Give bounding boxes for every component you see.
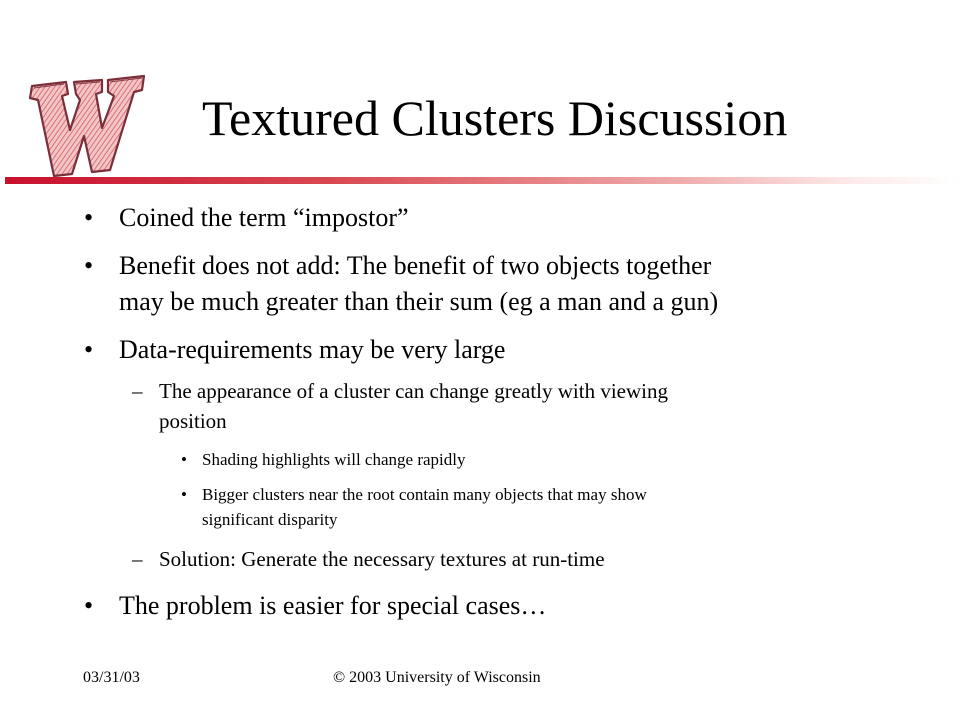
bullet-marker: •: [181, 450, 187, 469]
dash-marker: –: [132, 379, 143, 403]
bullet-marker: •: [181, 485, 187, 504]
dash-marker: –: [132, 547, 143, 571]
sub-solution: Solution: Generate the necessary textures at run-time: [159, 547, 605, 571]
slide-title: Textured Clusters Discussion: [202, 90, 788, 146]
title-divider: [5, 177, 960, 184]
bullet-marker: •: [84, 335, 94, 364]
footer-copyright: © 2003 University of Wisconsin: [333, 669, 541, 686]
sub-appearance-line-1: The appearance of a cluster can change greatly with viewing: [159, 379, 669, 403]
subsub-bigger-clusters-line-1: Bigger clusters near the root contain many objects that may show: [202, 485, 647, 504]
bullet-benefit-line-2: may be much greater than their sum (eg a man and a gun): [119, 287, 719, 316]
bullet-marker: •: [84, 591, 94, 620]
bullet-data-requirements: Data-requirements may be very large: [119, 335, 506, 364]
subsub-shading-highlights: Shading highlights will change rapidly: [202, 450, 466, 469]
bullet-special-cases: The problem is easier for special cases…: [119, 591, 547, 620]
bullet-marker: •: [84, 203, 94, 232]
bullet-benefit-line-1: Benefit does not add: The benefit of two objects together: [119, 251, 712, 280]
bullet-marker: •: [84, 251, 94, 280]
bullet-coined-term: Coined the term “impostor”: [119, 203, 409, 232]
subsub-bigger-clusters-line-2: significant disparity: [202, 510, 338, 529]
wisconsin-w-logo-icon: [22, 70, 150, 180]
footer-date: 03/31/03: [83, 669, 140, 686]
sub-appearance-line-2: position: [159, 409, 227, 433]
